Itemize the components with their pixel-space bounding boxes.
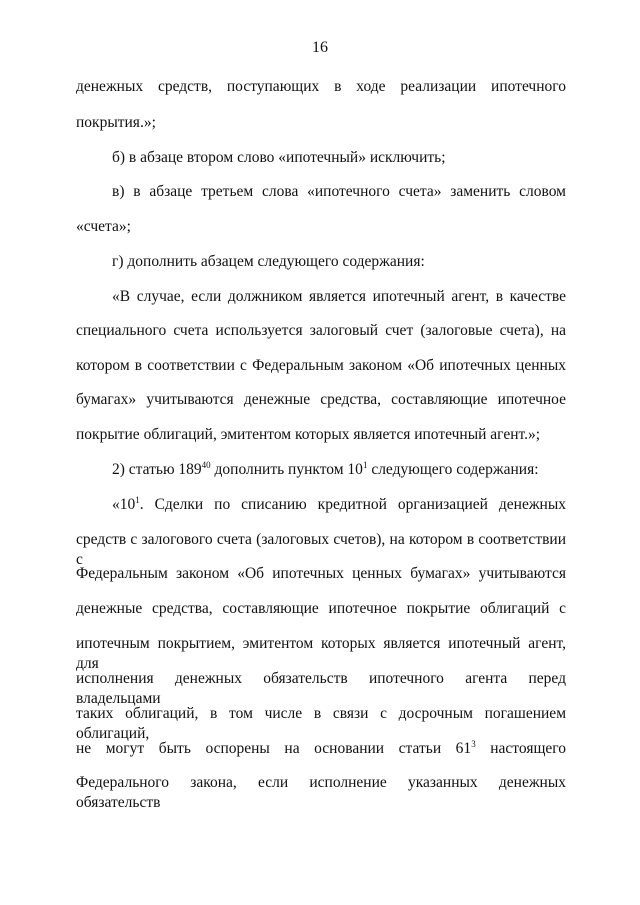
text-line: покрытие облигаций, эмитентом которых является ипотечный агент.»;: [76, 426, 541, 443]
superscript: 3: [471, 738, 476, 749]
text-line: покрытия.»;: [76, 114, 156, 131]
text-line: котором в соответствии с Федеральным законом «Об ипотечных ценных: [76, 357, 566, 374]
page-number: 16: [312, 39, 328, 56]
text-line: средств с залогового счета (залоговых счетов), на котором в соответствии с: [76, 531, 566, 568]
line61-suffix: настоящего: [475, 740, 566, 757]
line61-prefix: не могут быть оспорены на основании статьи 61: [76, 740, 472, 757]
text-line-item-10: [112, 495, 566, 515]
item10-suffix: . Сделки по списанию кредитной организацией денежных: [139, 496, 566, 513]
text-line: денежных средств, поступающих в ходе реализации ипотечного: [76, 78, 566, 95]
item2-middle: дополнить пунктом 10: [210, 461, 363, 478]
superscript: 40: [201, 459, 211, 470]
text-line: в) в абзаце третьем слова «ипотечного счета» заменить словом: [112, 183, 566, 200]
text-line: Федерального закона, если исполнение указанных денежных обязательств: [76, 774, 566, 811]
text-line: специального счета используется залоговый счет (залоговые счета), на: [76, 322, 566, 339]
superscript: 1: [362, 459, 368, 470]
text-line: исполнения денежных обязательств ипотечного агента перед владельцами: [76, 670, 566, 707]
item2-suffix: следующего содержания:: [367, 461, 539, 478]
text-line-article-61: [76, 739, 566, 759]
text-line: г) дополнить абзацем следующего содержания:: [112, 253, 425, 270]
item2-prefix: 2) статью 189: [112, 461, 202, 478]
text-line: бумагах» учитываются денежные средства, составляющие ипотечное: [76, 391, 566, 408]
text-line: денежные средства, составляющие ипотечное покрытие облигаций с: [76, 600, 566, 617]
text-line: таких облигаций, в том числе в связи с досрочным погашением облигаций,: [76, 705, 566, 742]
superscript: 1: [135, 494, 140, 505]
text-line: Федеральным законом «Об ипотечных ценных бумагах» учитываются: [76, 565, 566, 582]
text-line: «В случае, если должником является ипотечный агент, в качестве: [112, 288, 566, 305]
text-line: ипотечным покрытием, эмитентом которых является ипотечный агент, для: [76, 635, 566, 672]
text-line: «счета»;: [76, 218, 131, 235]
item10-prefix: «10: [112, 496, 136, 513]
text-line-item-2: [112, 460, 566, 480]
text-line: б) в абзаце втором слово «ипотечный» исключить;: [112, 149, 446, 166]
